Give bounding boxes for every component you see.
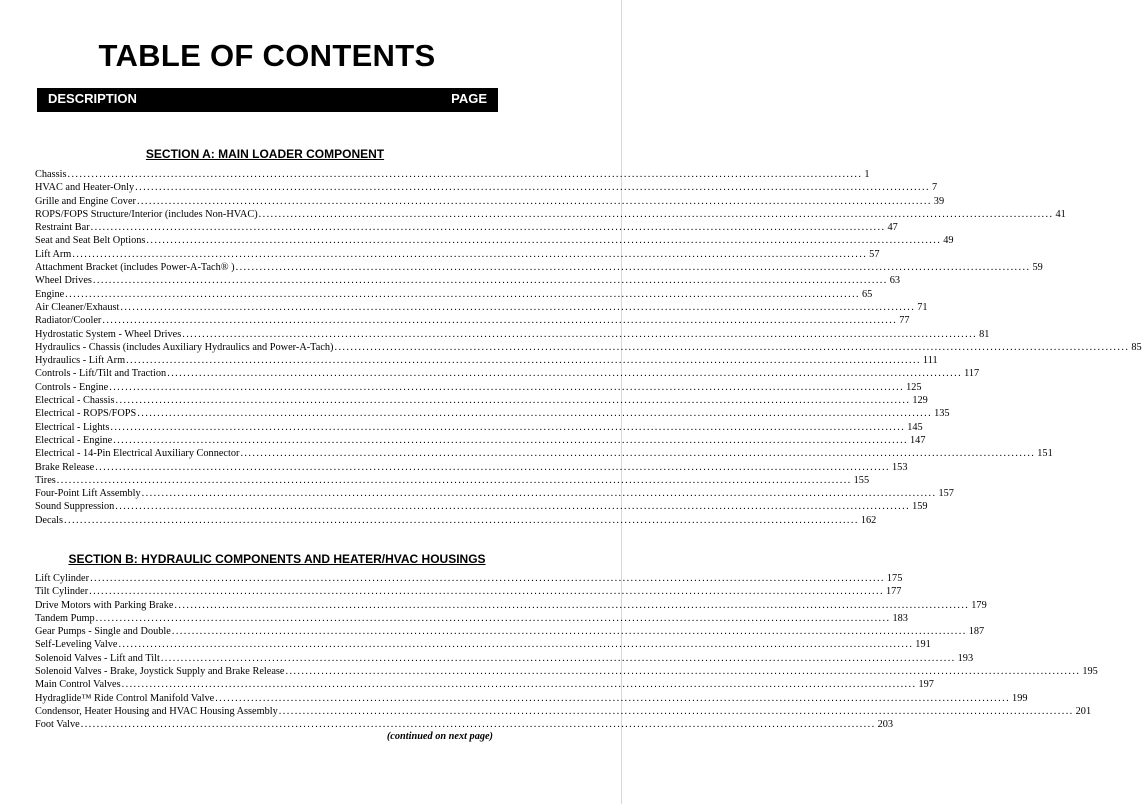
toc-entry-page: 201: [1075, 705, 1092, 717]
toc-entry-label: Controls - Lift/Tilt and Traction: [35, 368, 167, 380]
toc-entry[interactable]: [35, 274, 901, 287]
toc-entry-page: 177: [885, 586, 902, 598]
toc-entry-label: Condensor, Heater Housing and HVAC Housing Assembly: [35, 705, 278, 717]
dot-leader: ........................................................................................................................................................................................................: [80, 719, 876, 731]
toc-entry-label: Brake Release: [35, 461, 95, 473]
toc-entry[interactable]: [35, 195, 945, 208]
toc-entry-page: 159: [912, 501, 928, 513]
toc-entry-page: 191: [915, 639, 931, 651]
toc-entry-label: Electrical - 14-Pin Electrical Auxiliary Connector: [35, 448, 240, 460]
dot-leader: ........................................................................................................................................................................................................: [118, 639, 914, 651]
toc-entry-label: Radiator/Cooler: [35, 315, 102, 327]
dot-leader: ........................................................................................................................................................................................................: [89, 586, 884, 598]
toc-entry[interactable]: [35, 718, 894, 731]
dot-leader: ........................................................................................................................................................................................................: [126, 355, 921, 367]
dot-leader: ........................................................................................................................................................................................................: [102, 315, 898, 327]
toc-entry-page: 135: [934, 408, 950, 420]
dot-leader: ........................................................................................................................................................................................................: [146, 235, 942, 247]
dot-leader: ........................................................................................................................................................................................................: [90, 222, 886, 234]
toc-entry-page: 117: [964, 368, 980, 380]
dot-leader: ........................................................................................................................................................................................................: [240, 448, 1036, 460]
toc-entry-label: ROPS/FOPS Structure/Interior (includes Non-HVAC): [35, 208, 258, 220]
toc-entry-label: Tandem Pump: [35, 612, 95, 624]
toc-entry[interactable]: [35, 474, 870, 487]
page-column-header: PAGE: [451, 91, 487, 106]
toc-entry-page: 183: [892, 612, 908, 624]
toc-entry-page: 199: [1012, 692, 1028, 704]
toc-entry[interactable]: [35, 514, 877, 527]
toc-entry[interactable]: [35, 572, 903, 585]
dot-leader: ........................................................................................................................................................................................................: [120, 301, 916, 313]
toc-entry-page: 187: [968, 626, 985, 638]
toc-entry-page: 157: [938, 488, 954, 500]
toc-entry[interactable]: [35, 288, 873, 301]
toc-entry[interactable]: [35, 692, 1028, 705]
toc-entry-label: Solenoid Valves - Lift and Tilt: [35, 652, 160, 664]
dot-leader: ........................................................................................................................................................................................................: [171, 626, 967, 638]
dot-leader: ........................................................................................................................................................................................................: [72, 248, 868, 260]
toc-entry-label: Hydraulics - Lift Arm: [35, 355, 126, 367]
section-a-list: [35, 168, 1142, 527]
toc-entry[interactable]: [35, 652, 974, 665]
toc-entry[interactable]: [35, 447, 1053, 460]
toc-entry-page: 193: [957, 652, 974, 664]
toc-entry-label: Sound Suppression: [35, 501, 115, 513]
toc-entry-label: Grille and Engine Cover: [35, 195, 136, 207]
toc-entry[interactable]: [35, 168, 870, 181]
dot-leader: ........................................................................................................................................................................................................: [115, 501, 911, 513]
toc-entry-page: 111: [922, 355, 938, 367]
toc-entry-page: 65: [862, 288, 873, 300]
toc-entry-page: 7: [931, 182, 938, 194]
toc-entry[interactable]: [35, 665, 1098, 678]
continued-note: (continued on next page): [386, 731, 493, 742]
dot-leader: ........................................................................................................................................................................................................: [135, 182, 930, 194]
toc-entry-page: 175: [886, 573, 903, 584]
toc-entry-page: 59: [1032, 262, 1043, 274]
toc-entry[interactable]: [35, 248, 880, 261]
dot-leader: ........................................................................................................................................................................................................: [235, 262, 1031, 274]
toc-entry-label: Attachment Bracket (includes Power-A-Tach® ): [35, 262, 235, 274]
dot-leader: ........................................................................................................................................................................................................: [121, 679, 917, 691]
toc-entry-page: 203: [877, 719, 894, 731]
toc-entry-page: 179: [971, 599, 987, 611]
dot-leader: ........................................................................................................................................................................................................: [110, 421, 906, 433]
toc-entry[interactable]: [35, 381, 922, 394]
toc-entry-page: 151: [1037, 448, 1053, 460]
dot-leader: ........................................................................................................................................................................................................: [90, 573, 885, 584]
toc-entry-page: 41: [1055, 208, 1066, 220]
toc-entry[interactable]: [35, 181, 938, 194]
toc-entry[interactable]: [35, 500, 928, 513]
toc-entry-label: Electrical - Lights: [35, 421, 110, 433]
toc-entry-label: Seat and Seat Belt Options: [35, 235, 146, 247]
toc-entry-page: 197: [918, 679, 934, 691]
dot-leader: ........................................................................................................................................................................................................: [109, 381, 905, 393]
toc-entry-label: Electrical - ROPS/FOPS: [35, 408, 137, 420]
toc-entry-label: HVAC and Heater-Only: [35, 182, 135, 194]
column-header-bar: [37, 88, 498, 112]
dot-leader: ........................................................................................................................................................................................................: [278, 705, 1074, 717]
toc-entry[interactable]: [35, 461, 908, 474]
toc-entry-page: 153: [892, 461, 908, 473]
toc-entry-label: Foot Valve: [35, 719, 80, 731]
toc-entry[interactable]: [35, 705, 1092, 718]
toc-entry-page: 85: [1131, 341, 1142, 353]
dot-leader: ........................................................................................................................................................................................................: [115, 395, 911, 407]
toc-entry[interactable]: [35, 599, 987, 612]
toc-entry-label: Hydraulics - Chassis (includes Auxiliary Hydraulics and Power-A-Tach): [35, 341, 334, 353]
toc-entry-label: Lift Cylinder: [35, 573, 90, 584]
toc-entry-page: 57: [869, 248, 880, 260]
dot-leader: ........................................................................................................................................................................................................: [56, 474, 852, 486]
toc-entry[interactable]: [35, 314, 910, 327]
toc-entry[interactable]: [35, 261, 1043, 274]
toc-entry-label: Tires: [35, 474, 56, 486]
toc-entry[interactable]: [35, 487, 954, 500]
toc-entry[interactable]: [35, 221, 898, 234]
toc-entry-label: Wheel Drives: [35, 275, 92, 287]
dot-leader: ........................................................................................................................................................................................................: [136, 195, 932, 207]
dot-leader: ........................................................................................................................................................................................................: [334, 341, 1130, 353]
description-column-header: DESCRIPTION: [48, 91, 137, 106]
dot-leader: ........................................................................................................................................................................................................: [95, 612, 891, 624]
toc-entry-label: Chassis: [35, 169, 67, 180]
toc-entry[interactable]: [35, 407, 950, 420]
dot-leader: ........................................................................................................................................................................................................: [137, 408, 933, 420]
toc-entry-label: Engine: [35, 288, 65, 300]
section-b-list: [35, 572, 1098, 732]
toc-entry-page: 195: [1082, 666, 1098, 678]
toc-entry-page: 147: [910, 434, 926, 446]
toc-entry-page: 129: [912, 395, 928, 407]
toc-entry-page: 155: [853, 474, 870, 486]
toc-entry-page: 49: [943, 235, 954, 247]
dot-leader: ........................................................................................................................................................................................................: [67, 169, 863, 180]
page-title: TABLE OF CONTENTS: [98, 38, 436, 73]
dot-leader: ........................................................................................................................................................................................................: [65, 288, 861, 300]
toc-entry-label: Main Control Valves: [35, 679, 121, 691]
toc-entry-page: 47: [887, 222, 898, 234]
dot-leader: ........................................................................................................................................................................................................: [174, 599, 970, 611]
toc-entry[interactable]: [35, 328, 990, 341]
toc-entry-page: 63: [889, 275, 901, 287]
toc-entry-label: Hydraglide™ Ride Control Manifold Valve: [35, 692, 215, 704]
toc-entry[interactable]: [35, 421, 923, 434]
dot-leader: ........................................................................................................................................................................................................: [95, 461, 891, 473]
dot-leader: ........................................................................................................................................................................................................: [182, 328, 978, 340]
toc-entry-page: 162: [860, 514, 877, 526]
dot-leader: ........................................................................................................................................................................................................: [92, 275, 888, 287]
toc-entry-label: Four-Point Lift Assembly: [35, 488, 141, 500]
toc-entry[interactable]: [35, 678, 934, 691]
dot-leader: ........................................................................................................................................................................................................: [258, 208, 1054, 220]
toc-entry-page: 39: [933, 195, 945, 207]
section-b-heading: SECTION B: HYDRAULIC COMPONENTS AND HEATER/HVAC HOUSINGS: [68, 552, 486, 566]
toc-entry-label: Electrical - Engine: [35, 434, 113, 446]
dot-leader: ........................................................................................................................................................................................................: [64, 514, 859, 526]
toc-entry-label: Electrical - Chassis: [35, 395, 115, 407]
toc-entry[interactable]: [35, 612, 908, 625]
toc-entry-label: Tilt Cylinder: [35, 586, 89, 598]
toc-entry[interactable]: [35, 341, 1142, 354]
dot-leader: ........................................................................................................................................................................................................: [160, 652, 956, 664]
toc-entry-label: Decals: [35, 514, 64, 526]
toc-entry-label: Self-Leveling Valve: [35, 639, 118, 651]
toc-entry[interactable]: [35, 585, 902, 598]
dot-leader: ........................................................................................................................................................................................................: [167, 368, 963, 380]
toc-entry-label: Drive Motors with Parking Brake: [35, 599, 174, 611]
toc-entry[interactable]: [35, 234, 954, 247]
toc-entry-label: Solenoid Valves - Brake, Joystick Supply and Brake Release: [35, 666, 285, 678]
toc-entry-label: Restraint Bar: [35, 222, 90, 234]
toc-entry-page: 145: [907, 421, 923, 433]
toc-entry-label: Gear Pumps - Single and Double: [35, 626, 171, 638]
toc-entry[interactable]: [35, 208, 1066, 221]
section-a-heading: SECTION A: MAIN LOADER COMPONENT: [145, 147, 385, 161]
toc-entry-page: 125: [906, 381, 922, 393]
toc-entry-page: 1: [864, 169, 870, 180]
toc-entry-label: Lift Arm: [35, 248, 72, 260]
dot-leader: ........................................................................................................................................................................................................: [113, 434, 909, 446]
dot-leader: ........................................................................................................................................................................................................: [215, 692, 1011, 704]
toc-entry[interactable]: [35, 638, 931, 651]
toc-entry[interactable]: [35, 367, 980, 380]
toc-entry-label: Air Cleaner/Exhaust: [35, 301, 120, 313]
toc-entry-label: Hydrostatic System - Wheel Drives: [35, 328, 182, 340]
toc-entry[interactable]: [35, 354, 938, 367]
toc-entry-page: 77: [899, 315, 910, 327]
toc-entry[interactable]: [35, 301, 928, 314]
dot-leader: ........................................................................................................................................................................................................: [141, 488, 937, 500]
toc-entry-page: 81: [979, 328, 990, 340]
toc-entry[interactable]: [35, 625, 985, 638]
toc-entry[interactable]: [35, 434, 926, 447]
toc-entry-page: 71: [917, 301, 928, 313]
toc-entry-label: Controls - Engine: [35, 381, 109, 393]
dot-leader: ........................................................................................................................................................................................................: [285, 666, 1081, 678]
toc-entry[interactable]: [35, 394, 928, 407]
